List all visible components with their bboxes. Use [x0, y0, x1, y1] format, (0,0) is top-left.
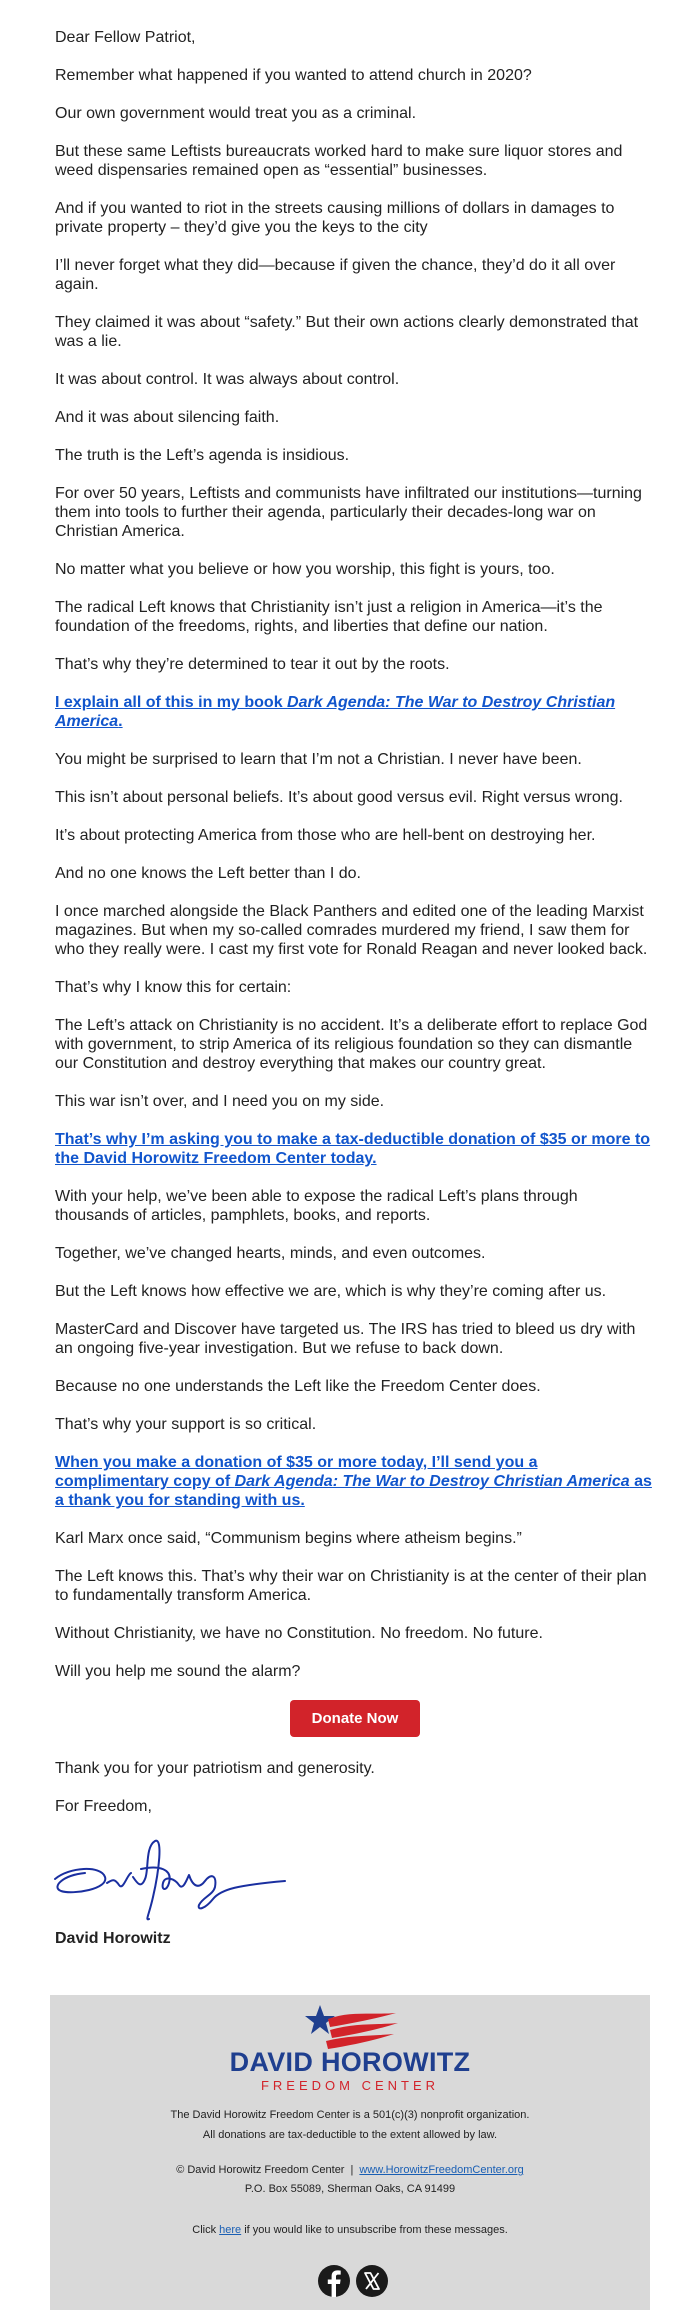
signature-stroke [55, 1841, 285, 1920]
paragraph: And if you wanted to riot in the streets causing millions of dollars in damages to private property – they’d give you the keys to the city [55, 200, 615, 236]
paragraph: The Left’s attack on Christianity is no accident. It’s a deliberate effort to replace God with government, to strip America of its religious foundation so they can dismantle our Constitution and destroy everything that makes our country great. [55, 1017, 648, 1072]
gift-link-prefix: When you make a donation of $35 or more today, I’ll send you a complimentary copy of [55, 1454, 538, 1490]
paragraph: That’s why your support is so critical. [55, 1416, 317, 1433]
signature-image [49, 1835, 655, 1923]
gift-link-title: Dark Agenda: The War to Destroy Christian America [234, 1473, 630, 1490]
closing: For Freedom, [55, 1798, 152, 1815]
paragraph: It’s about protecting America from those who are hell-bent on destroying her. [55, 827, 596, 844]
unsubscribe-prefix: Click [192, 2224, 220, 2236]
org-subtitle: FREEDOM CENTER [260, 2078, 440, 2093]
paragraph: It was about control. It was always about control. [55, 371, 400, 388]
book-link[interactable] [55, 694, 615, 730]
paragraph: This isn’t about personal beliefs. It’s about good versus evil. Right versus wrong. [55, 789, 623, 806]
salutation: Dear Fellow Patriot, [55, 29, 196, 46]
facebook-icon[interactable] [318, 2265, 350, 2297]
paragraph: You might be surprised to learn that I’m not a Christian. I never have been. [55, 751, 582, 768]
book-link-suffix: . [118, 713, 123, 730]
paragraph: Thank you for your patriotism and generosity. [55, 1760, 375, 1777]
social-links [315, 2265, 391, 2297]
paragraph: But the Left knows how effective we are, which is why they’re coming after us. [55, 1283, 607, 1300]
address: P.O. Box 55089, Sherman Oaks, CA 91499 [244, 2183, 456, 2195]
gift-link[interactable] [55, 1454, 652, 1509]
paragraph: And no one knows the Left better than I do. [55, 865, 361, 882]
org-name: DAVID HOROWITZ [229, 2047, 471, 2077]
paragraph: Without Christianity, we have no Constitution. No freedom. No future. [55, 1625, 543, 1642]
website-link[interactable]: www.HorowitzFreedomCenter.org [359, 2164, 524, 2176]
paragraph: This war isn’t over, and I need you on my side. [55, 1093, 385, 1110]
copyright: © David Horowitz Freedom Center [176, 2164, 345, 2176]
paragraph: But these same Leftists bureaucrats worked hard to make sure liquor stores and weed dispensaries remained open as “essential” businesses. [55, 143, 623, 179]
donate-now-button[interactable]: Donate Now [290, 1700, 421, 1737]
paragraph: And it was about silencing faith. [55, 409, 280, 426]
book-link-paragraph [55, 693, 655, 731]
donation-link-paragraph [55, 1130, 655, 1168]
paragraph: Because no one understands the Left like the Freedom Center does. [55, 1378, 541, 1395]
paragraph: The truth is the Left’s agenda is insidious. [55, 447, 350, 464]
paragraph: Our own government would treat you as a criminal. [55, 105, 417, 122]
paragraph: The Left knows this. That’s why their war on Christianity is at the center of their plan to fundamentally transform America. [55, 1568, 647, 1604]
copyright-line [50, 2163, 650, 2178]
paragraph: No matter what you believe or how you worship, this fight is yours, too. [55, 561, 555, 578]
paragraph: I once marched alongside the Black Panthers and edited one of the leading Marxist magazines. But when my so-called comrades murdered my friend, I saw them for who they really were. I cast my first vote for Ronald Reagan and never looked back. [55, 903, 648, 958]
paragraph: MasterCard and Discover have targeted us. The IRS has tried to bleed us dry with an ongoing five-year investigation. But we refuse to back down. [55, 1321, 636, 1357]
donation-link[interactable]: That’s why I’m asking you to make a tax-deductible donation of $35 or more to the David Horowitz Freedom Center today. [55, 1131, 651, 1167]
footer [50, 1995, 650, 2310]
tax-line: All donations are tax-deductible to the extent allowed by law. [202, 2129, 498, 2141]
letter-body [55, 28, 655, 1967]
paragraph: Will you help me sound the alarm? [55, 1663, 301, 1680]
paragraph: The radical Left knows that Christianity isn’t just a religion in America—it’s the foundation of the freedoms, rights, and liberties that define our nation. [55, 599, 603, 635]
x-glyph [365, 2273, 379, 2289]
paragraph: Remember what happened if you wanted to attend church in 2020? [55, 67, 532, 84]
separator: | [350, 2164, 354, 2176]
unsubscribe-line [50, 2223, 650, 2238]
unsubscribe-suffix: if you would like to unsubscribe from these messages. [241, 2224, 508, 2236]
paragraph: Karl Marx once said, “Communism begins where atheism begins.” [55, 1530, 522, 1547]
unsubscribe-link[interactable]: here [219, 2224, 242, 2236]
gift-link-paragraph [55, 1453, 655, 1510]
book-link-title: Dark Agenda: The War to Destroy Christian America [55, 694, 616, 730]
paragraph: With your help, we’ve been able to expose the radical Left’s plans through thousands of articles, pamphlets, books, and reports. [55, 1188, 578, 1224]
gift-link-suffix: as a thank you for standing with us. [55, 1473, 652, 1509]
donate-button-wrap [55, 1700, 655, 1737]
paragraph: They claimed it was about “safety.” But their own actions clearly demonstrated that was a lie. [55, 314, 639, 350]
paragraph: That’s why I know this for certain: [55, 979, 292, 996]
paragraph: I’ll never forget what they did—because if given the chance, they’d do it all over again. [55, 257, 616, 293]
facebook-glyph [328, 2270, 341, 2297]
paragraph: Together, we’ve changed hearts, minds, and even outcomes. [55, 1245, 486, 1262]
paragraph: That’s why they’re determined to tear it out by the roots. [55, 656, 450, 673]
paragraph: For over 50 years, Leftists and communists have infiltrated our institutions—turning them into tools to further their agenda, particularly their decades-long war on Christian America. [55, 485, 642, 540]
nonprofit-line: The David Horowitz Freedom Center is a 501(c)(3) nonprofit organization. [170, 2109, 530, 2121]
x-icon[interactable] [356, 2265, 388, 2297]
book-link-prefix: I explain all of this in my book [55, 694, 288, 711]
signer-name: David Horowitz [55, 1930, 171, 1947]
